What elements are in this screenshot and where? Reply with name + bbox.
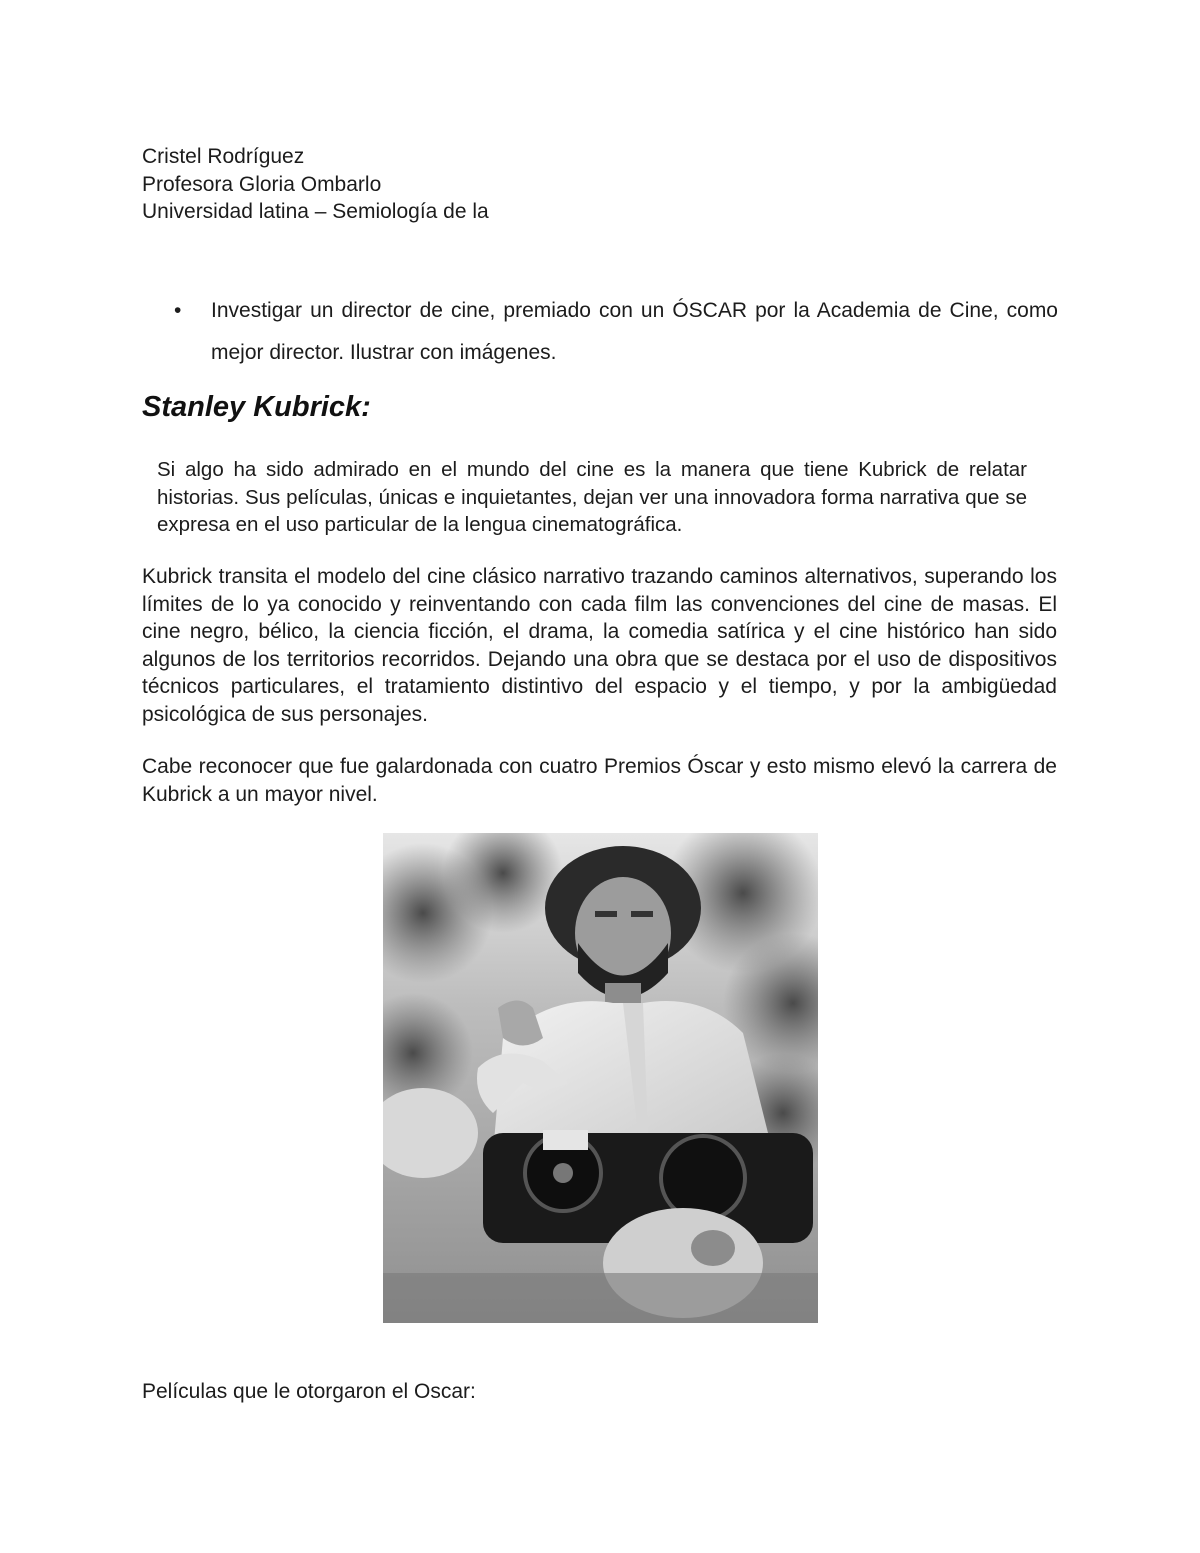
body-paragraph-2: Cabe reconocer que fue galardonada con cuatro Premios Óscar y esto mismo elevó la carrera de Kubrick a un mayor nivel.: [142, 755, 1057, 806]
intro-quote: Si algo ha sido admirado en el mundo del cine es la manera que tiene Kubrick de relatar historias. Sus películas, únicas e inquietantes, dejan ver una innovadora forma narrativa que se expresa en el uso particular de la lengua cinematográfica.: [157, 458, 1027, 536]
course-name: Universidad latina – Semiología de la: [142, 200, 489, 223]
section-title: Stanley Kubrick:: [142, 391, 371, 423]
films-heading: Películas que le otorgaron el Oscar:: [142, 1380, 476, 1403]
assignment-text: Investigar un director de cine, premiado con un ÓSCAR por la Academia de Cine, como mejor director. Ilustrar con imágenes.: [211, 299, 1058, 364]
author-name: Cristel Rodríguez: [142, 145, 305, 168]
director-photo: [383, 833, 818, 1323]
document-header: [142, 143, 489, 226]
body-paragraph-1: Kubrick transita el modelo del cine clásico narrativo trazando caminos alternativos, superando los límites de lo ya conocido y reinventando con cada film las convenciones del cine de masas. El cine negro, bélico, la ciencia ficción, el drama, la comedia satírica y el cine histórico han sido algunos de los territorios recorridos. Dejando una obra que se destaca por el uso de dispositivos técnicos particulares, el tratamiento distintivo del espacio y el tiempo, y por la ambigüedad psicológica de sus personajes.: [142, 565, 1057, 726]
bullet-icon: •: [174, 299, 182, 322]
professor-name: Profesora Gloria Ombarlo: [142, 172, 382, 196]
assignment-bullet: [174, 290, 1058, 374]
